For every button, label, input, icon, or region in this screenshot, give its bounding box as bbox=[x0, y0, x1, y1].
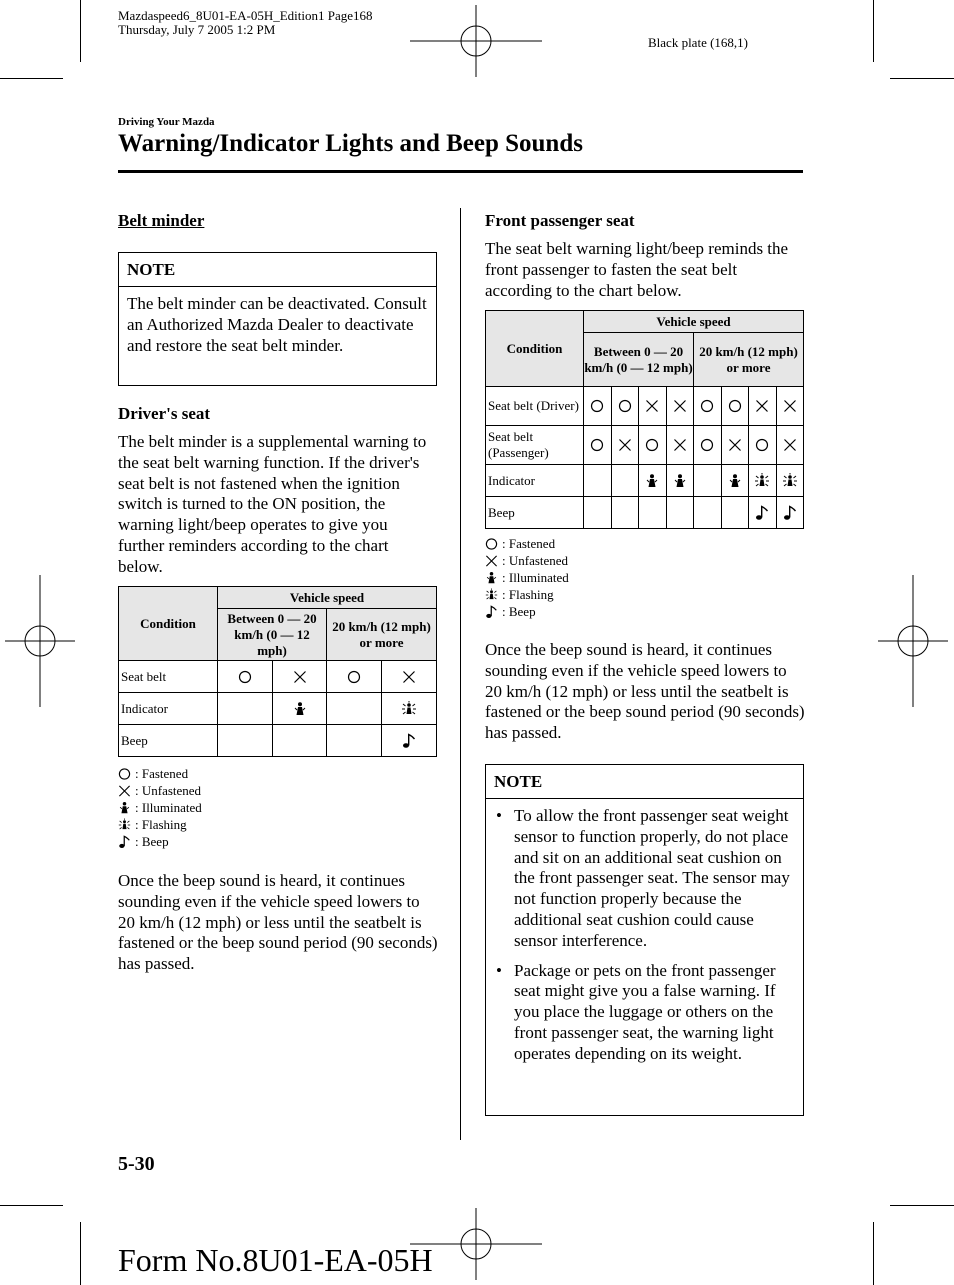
legend-entry bbox=[118, 782, 202, 799]
row-label: Indicator bbox=[119, 693, 218, 725]
table-cell bbox=[776, 387, 804, 426]
table-cell bbox=[776, 465, 804, 497]
fastened-icon bbox=[700, 438, 714, 452]
legend-label: : Flashing bbox=[135, 817, 187, 832]
table-cell bbox=[666, 387, 694, 426]
beep-icon bbox=[755, 505, 769, 521]
legend-label: : Illuminated bbox=[135, 800, 202, 815]
beep-icon bbox=[118, 835, 131, 849]
row-label: Beep bbox=[119, 725, 218, 757]
legend-label: : Beep bbox=[135, 834, 169, 849]
table-row bbox=[486, 497, 804, 529]
print-file-line: Mazdaspeed6_8U01-EA-05H_Edition1 Page168 bbox=[118, 8, 373, 23]
speed-low-header: Between 0 — 20 km/h (0 — 12 mph) bbox=[584, 333, 694, 387]
flashing-icon bbox=[118, 818, 131, 832]
note-label: NOTE bbox=[119, 253, 436, 287]
print-date-line: Thursday, July 7 2005 1:2 PM bbox=[118, 22, 276, 37]
table-cell bbox=[639, 465, 667, 497]
unfastened-icon bbox=[783, 399, 797, 413]
table-row bbox=[119, 725, 437, 757]
legend-label: : Illuminated bbox=[502, 570, 569, 585]
note-item: • To allow the front passenger seat weight sensor to function properly, do not place and sit on an additional seat cushion on the front passenger seat. The sensor may not function properly because the additional seat cushion could cause sensor interference. bbox=[496, 806, 790, 950]
table-cell bbox=[584, 497, 612, 529]
table-cell bbox=[584, 387, 612, 426]
title-rule bbox=[118, 170, 803, 173]
beep-icon bbox=[402, 733, 416, 749]
form-number: Form No.8U01-EA-05H bbox=[118, 1242, 433, 1278]
illuminated-icon bbox=[293, 701, 307, 717]
registration-target-left bbox=[5, 575, 75, 707]
fastened-icon bbox=[645, 438, 659, 452]
belt-minder-note bbox=[118, 252, 437, 386]
note-label: NOTE bbox=[486, 765, 803, 799]
legend-label: : Fastened bbox=[502, 536, 556, 551]
fastened-icon bbox=[118, 767, 131, 781]
unfastened-icon bbox=[485, 554, 498, 568]
table-cell bbox=[382, 661, 437, 693]
table-row bbox=[486, 387, 804, 426]
table-cell bbox=[666, 465, 694, 497]
fastened-icon bbox=[590, 399, 604, 413]
fastened-icon bbox=[485, 537, 498, 551]
unfastened-icon bbox=[118, 784, 131, 798]
table-cell bbox=[639, 426, 667, 465]
row-label: Seat belt (Passenger) bbox=[486, 426, 584, 465]
table-cell bbox=[721, 497, 749, 529]
front-passenger-heading: Front passenger seat bbox=[485, 211, 635, 230]
fastened-icon bbox=[755, 438, 769, 452]
table-cell bbox=[639, 497, 667, 529]
table-cell bbox=[218, 693, 273, 725]
legend-label: : Unfastened bbox=[135, 783, 202, 798]
table-cell bbox=[749, 497, 777, 529]
vehicle-speed-header: Vehicle speed bbox=[584, 311, 804, 333]
table-cell bbox=[749, 387, 777, 426]
passenger-note bbox=[485, 764, 804, 1116]
table-cell bbox=[327, 693, 382, 725]
condition-header: Condition bbox=[119, 587, 218, 661]
drivers-seat-heading: Driver's seat bbox=[118, 404, 211, 423]
table-row bbox=[486, 426, 804, 465]
registration-target-top bbox=[410, 5, 542, 77]
unfastened-icon bbox=[402, 670, 416, 684]
table-cell bbox=[666, 426, 694, 465]
legend-entry bbox=[485, 535, 569, 552]
legend-entry bbox=[118, 799, 202, 816]
fastened-icon bbox=[618, 399, 632, 413]
flashing-icon bbox=[754, 473, 770, 489]
fastened-icon bbox=[590, 438, 604, 452]
table-cell bbox=[776, 497, 804, 529]
driver-belt-table bbox=[118, 586, 437, 757]
table-cell bbox=[611, 426, 639, 465]
row-label: Seat belt bbox=[119, 661, 218, 693]
table-cell bbox=[694, 497, 722, 529]
table-cell bbox=[273, 661, 327, 693]
front-passenger-intro: The seat belt warning light/beep reminds the front passenger to fasten the seat belt according to the chart below. bbox=[485, 239, 789, 300]
note-item-text: To allow the front passenger seat weight sensor to function properly, do not place and sit on an additional seat cushion on the front passenger seat. The sensor may not function properly because the additional seat cushion could cause sensor interference. bbox=[514, 806, 790, 950]
section-label: Driving Your Mazda bbox=[118, 116, 215, 128]
table-cell bbox=[584, 465, 612, 497]
table-cell bbox=[749, 465, 777, 497]
illuminated-icon bbox=[673, 473, 687, 489]
table-cell bbox=[218, 661, 273, 693]
table-cell bbox=[694, 387, 722, 426]
unfastened-icon bbox=[673, 399, 687, 413]
unfastened-icon bbox=[728, 438, 742, 452]
speed-low-header: Between 0 — 20 km/h (0 — 12 mph) bbox=[218, 609, 327, 661]
unfastened-icon bbox=[645, 399, 659, 413]
symbol-legend bbox=[118, 765, 202, 850]
table-cell bbox=[611, 497, 639, 529]
note-list bbox=[494, 806, 795, 1065]
table-cell bbox=[611, 465, 639, 497]
table-cell bbox=[666, 497, 694, 529]
legend-label: : Fastened bbox=[135, 766, 189, 781]
beep-icon bbox=[485, 605, 498, 619]
print-plate: Black plate (168,1) bbox=[648, 35, 748, 50]
table-cell bbox=[327, 661, 382, 693]
table-cell bbox=[694, 426, 722, 465]
table-cell bbox=[749, 426, 777, 465]
unfastened-icon bbox=[783, 438, 797, 452]
unfastened-icon bbox=[673, 438, 687, 452]
table-cell bbox=[273, 693, 327, 725]
table-cell bbox=[584, 426, 612, 465]
unfastened-icon bbox=[293, 670, 307, 684]
legend-entry bbox=[485, 569, 569, 586]
table-cell bbox=[273, 725, 327, 757]
table-cell bbox=[776, 426, 804, 465]
table-row bbox=[486, 465, 804, 497]
passenger-belt-table bbox=[485, 310, 804, 529]
legend-label: : Flashing bbox=[502, 587, 554, 602]
beep-icon bbox=[783, 505, 797, 521]
table-cell bbox=[382, 693, 437, 725]
right-beep-note: Once the beep sound is heard, it continues sounding even if the vehicle speed lowers to 20 km/h (12 mph) or less until the seatbelt is fastened or the beep sound period (90 seconds) has passed. bbox=[485, 640, 805, 743]
speed-high-header: 20 km/h (12 mph) or more bbox=[694, 333, 804, 387]
vehicle-speed-header: Vehicle speed bbox=[218, 587, 437, 609]
belt-minder-heading: Belt minder bbox=[118, 211, 205, 230]
legend-entry bbox=[485, 603, 569, 620]
illuminated-icon bbox=[485, 571, 498, 585]
page-title: Warning/Indicator Lights and Beep Sounds bbox=[118, 130, 583, 157]
illuminated-icon bbox=[728, 473, 742, 489]
table-cell bbox=[327, 725, 382, 757]
table-cell bbox=[721, 387, 749, 426]
unfastened-icon bbox=[618, 438, 632, 452]
table-cell bbox=[218, 725, 273, 757]
row-label: Seat belt (Driver) bbox=[486, 387, 584, 426]
table-row bbox=[119, 693, 437, 725]
note-item: • Package or pets on the front passenger seat might give you a false warning. If you place the luggage or others on the front passenger seat, the warning light operates depending on its weight. bbox=[496, 960, 776, 1063]
row-label: Beep bbox=[486, 497, 584, 529]
legend-entry bbox=[118, 816, 202, 833]
page-number: 5-30 bbox=[118, 1153, 155, 1175]
condition-header: Condition bbox=[486, 311, 584, 387]
legend-label: : Beep bbox=[502, 604, 536, 619]
speed-high-header: 20 km/h (12 mph) or more bbox=[327, 609, 437, 661]
note-item-text: Package or pets on the front passenger seat might give you a false warning. If you place the luggage or others on the front passenger seat, the warning light operates depending on its weight. bbox=[514, 960, 776, 1063]
unfastened-icon bbox=[755, 399, 769, 413]
illuminated-icon bbox=[645, 473, 659, 489]
flashing-icon bbox=[401, 701, 417, 717]
table-row bbox=[119, 661, 437, 693]
fastened-icon bbox=[728, 399, 742, 413]
flashing-icon bbox=[782, 473, 798, 489]
left-beep-note: Once the beep sound is heard, it continues sounding even if the vehicle speed lowers to 20 km/h (12 mph) or less until the seatbelt is fastened or the beep sound period (90 seconds) has passed. bbox=[118, 871, 438, 974]
column-divider bbox=[460, 208, 461, 1140]
legend-entry bbox=[118, 765, 202, 782]
table-cell bbox=[721, 426, 749, 465]
fastened-icon bbox=[238, 670, 252, 684]
symbol-legend bbox=[485, 535, 569, 620]
legend-entry bbox=[118, 833, 202, 850]
registration-target-right bbox=[878, 575, 948, 707]
table-cell bbox=[694, 465, 722, 497]
table-cell bbox=[639, 387, 667, 426]
table-cell bbox=[611, 387, 639, 426]
drivers-seat-intro: The belt minder is a supplemental warning to the seat belt warning function. If the driver's seat belt is not fastened when the ignition switch is turned to the ON position, the warning light/beep operates to give you further reminders according to the chart below. bbox=[118, 432, 427, 576]
legend-label: : Unfastened bbox=[502, 553, 569, 568]
illuminated-icon bbox=[118, 801, 131, 815]
fastened-icon bbox=[700, 399, 714, 413]
table-cell bbox=[382, 725, 437, 757]
fastened-icon bbox=[347, 670, 361, 684]
flashing-icon bbox=[485, 588, 498, 602]
legend-entry bbox=[485, 552, 569, 569]
row-label: Indicator bbox=[486, 465, 584, 497]
note-text: The belt minder can be deactivated. Consult an Authorized Mazda Dealer to deactivate and restore the seat belt minder. bbox=[127, 294, 427, 355]
legend-entry bbox=[485, 586, 569, 603]
table-cell bbox=[721, 465, 749, 497]
